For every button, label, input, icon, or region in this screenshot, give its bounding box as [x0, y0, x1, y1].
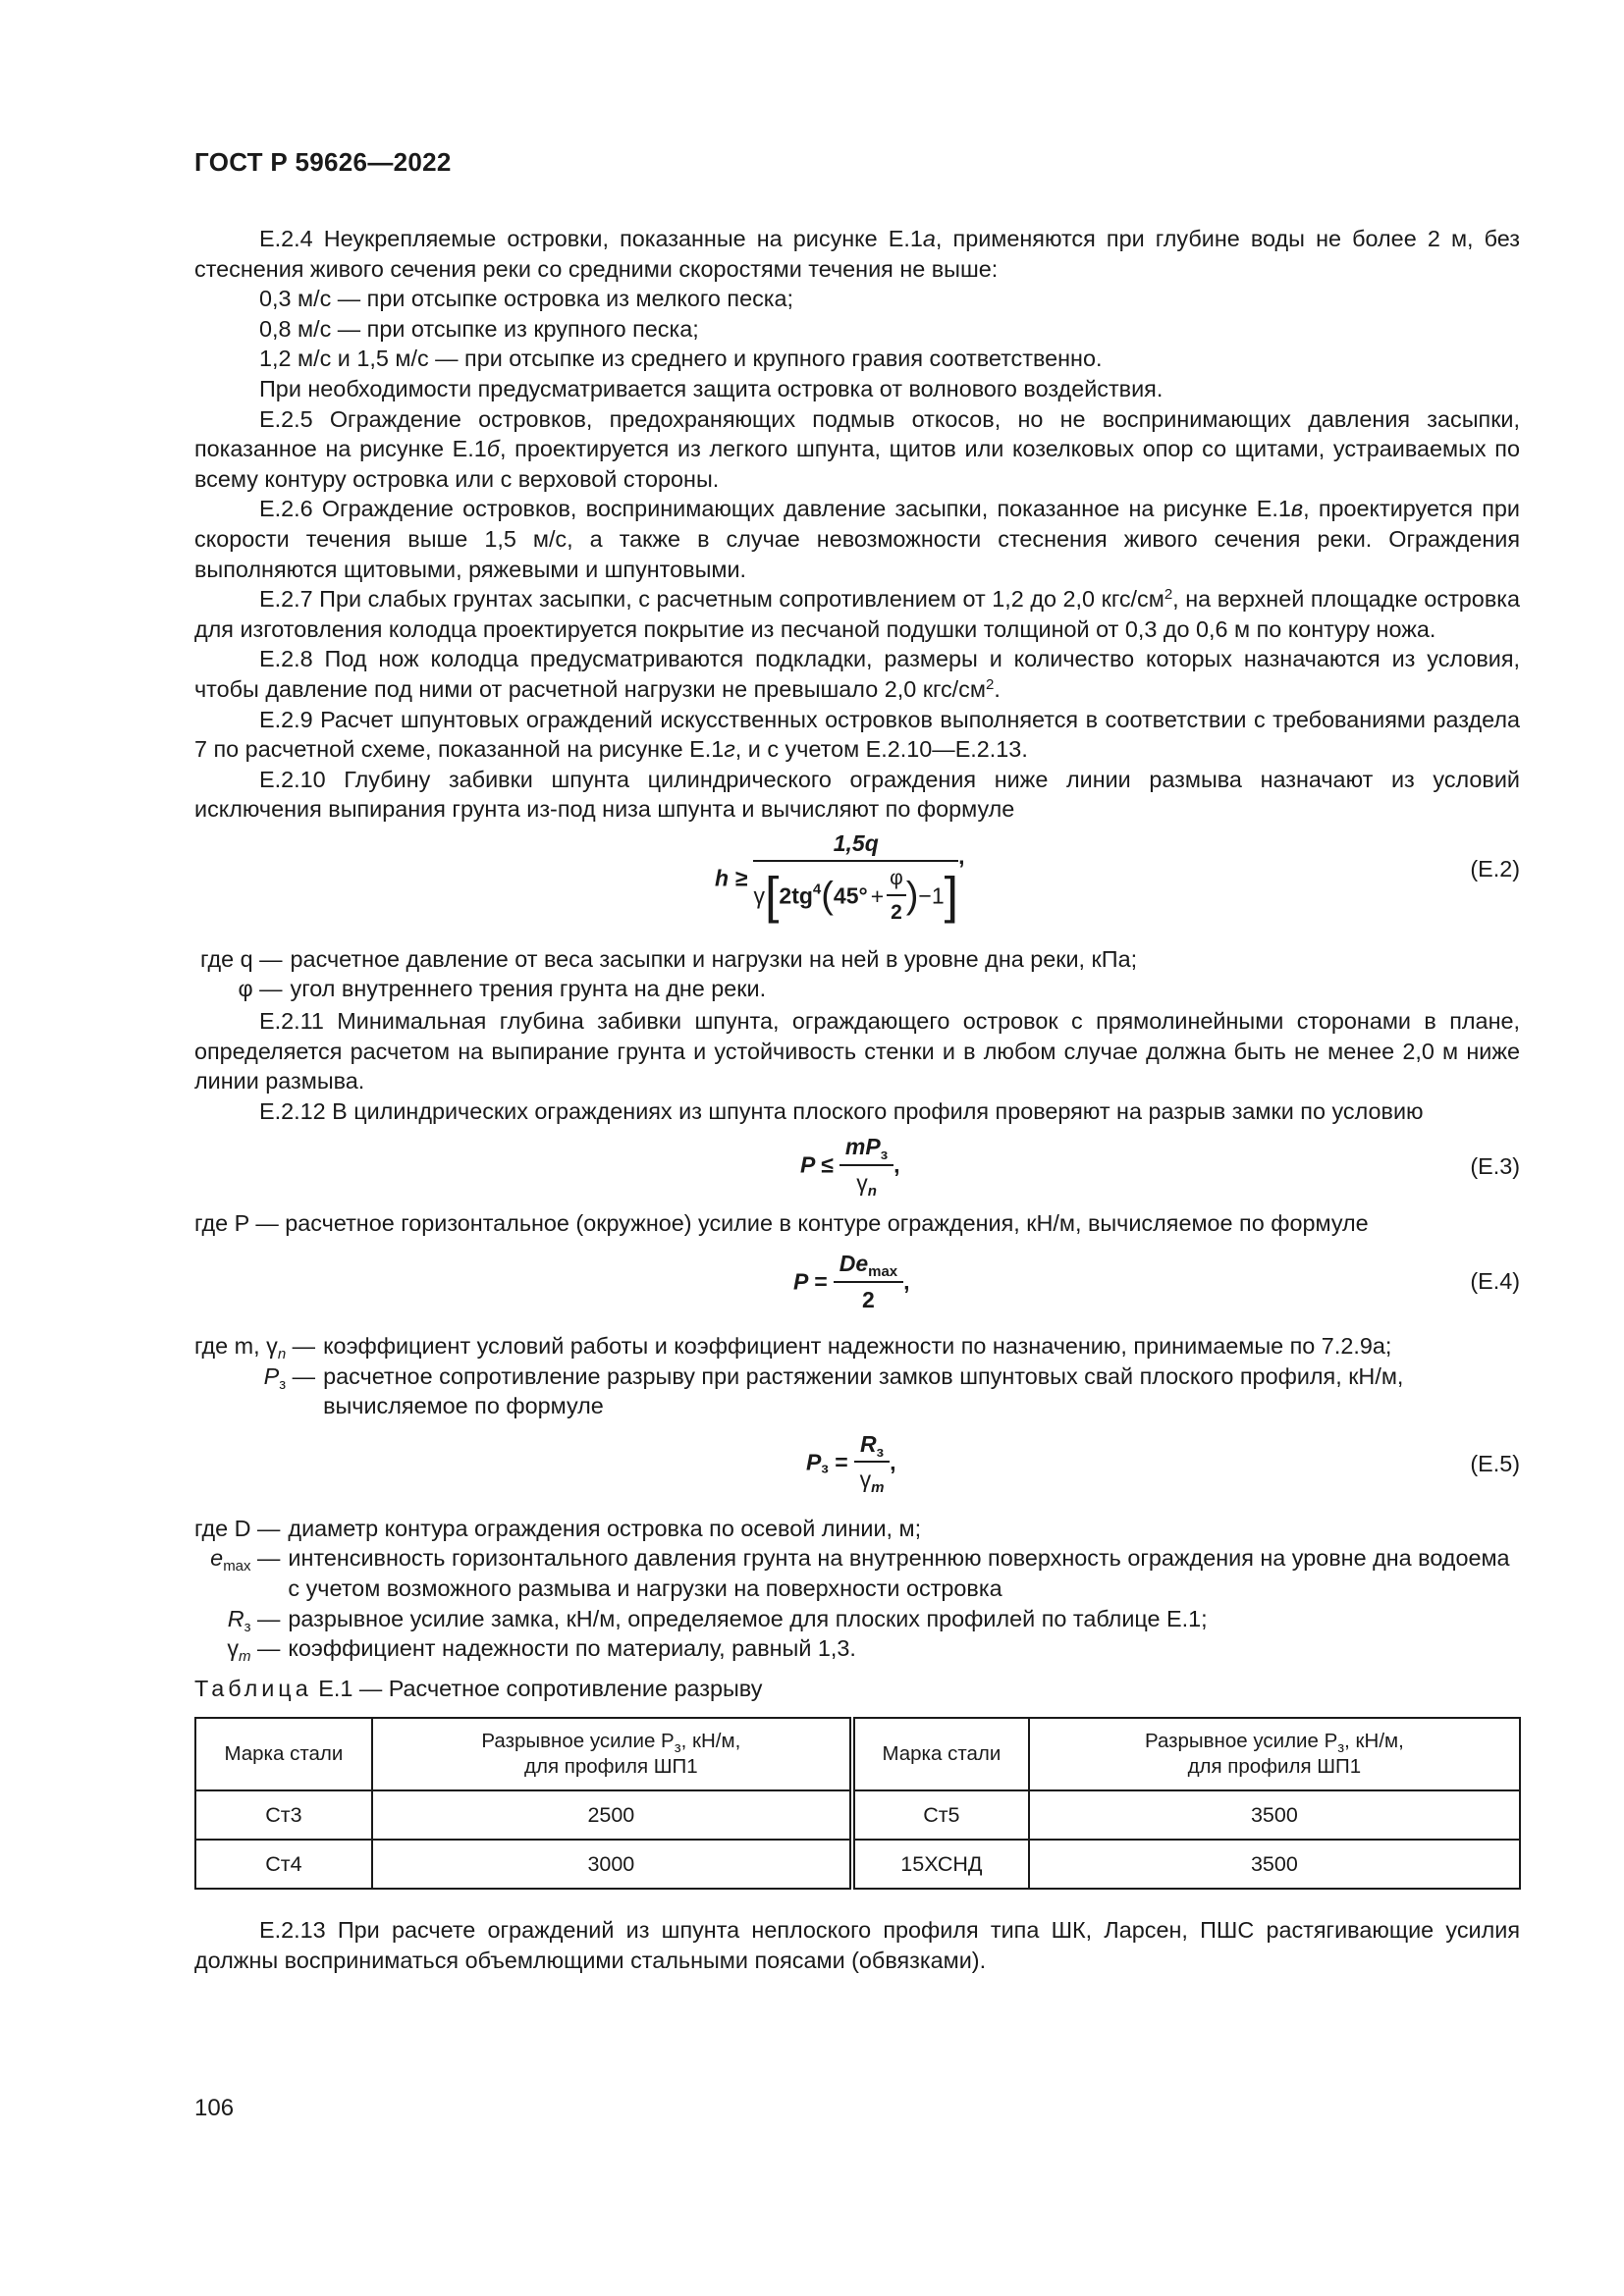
- definition-text: интенсивность горизонтального давления грунта на внутреннюю поверхность ограждения на уровне дна водоема с учетом возможного размыва и нагрузки на поверхности островка: [288, 1545, 1510, 1601]
- header-text: для профиля ШП1: [524, 1755, 698, 1779]
- figure-letter: г: [724, 736, 735, 763]
- header-cell: Марка стали: [195, 1718, 372, 1790]
- text: Е.2.6 Ограждение островков, воспринимающих давление засыпки, показанное на рисунке Е.1: [259, 496, 1291, 522]
- numerator: [839, 1132, 893, 1166]
- formula-number: (Е.3): [1470, 1153, 1520, 1180]
- formula-e-4: [194, 1243, 1520, 1325]
- symbol-text: R: [227, 1605, 244, 1631]
- speed-item: 0,8 м/с — при отсыпке из крупного песка;: [259, 315, 699, 342]
- symbol-sub: n: [277, 1346, 287, 1363]
- definition-symbol: [194, 1604, 280, 1634]
- header-text: Разрывное усилие P: [481, 1730, 675, 1753]
- right-bracket: ]: [944, 868, 959, 926]
- symbol-sub: max: [223, 1558, 251, 1575]
- numerator: [854, 1429, 890, 1464]
- symbol-sub: m: [239, 1648, 251, 1666]
- paragraph-e-2-8: [194, 644, 1520, 704]
- formula-e-2-expression: [715, 828, 964, 929]
- lhs-text: P =: [793, 1268, 828, 1295]
- table-caption: [194, 1674, 1520, 1704]
- numerator-text: R: [860, 1430, 877, 1457]
- document-body: [194, 224, 1520, 1976]
- formula-lhs: [715, 865, 747, 890]
- table-cell: 3500: [1029, 1790, 1520, 1840]
- dash: —: [286, 1333, 316, 1360]
- header-text: для профиля ШП1: [1187, 1755, 1362, 1779]
- text: , проектируется из легкого шпунта, щитов или козелковых опор со щитами, устраиваемых по всему контуру островка или с верховой стороны.: [194, 436, 1520, 492]
- symbol-text: где D: [194, 1515, 251, 1541]
- formula-e-4-expression: [793, 1249, 910, 1314]
- fraction: [834, 1249, 903, 1314]
- table-cell: Ст3: [195, 1790, 372, 1840]
- denominator-sub: m: [871, 1479, 885, 1497]
- fraction: [839, 1132, 893, 1201]
- numerator-text: 1,5q: [833, 829, 879, 856]
- symbol-text: P: [263, 1362, 280, 1389]
- text: , на верхней площадке островка для изготовления колодца проектируется покрытие из песчаной подушки толщиной от 0,3 до 0,6 м по контуру ножа.: [194, 586, 1521, 642]
- text: Е.2.5 Ограждение островков, предохраняющих подмыв откосов, но не воспринимающих давления засыпки, показанное на рисунке Е.1: [194, 405, 1520, 462]
- text: Е.2.7 При слабых грунтах засыпки, с расчетным сопротивлением от 1,2 до 2,0 кгс/см: [259, 586, 1164, 613]
- definition-text: расчетное сопротивление разрыву при растяжении замков шпунтовых свай плоского профиля, кН/м, вычисляемое по формуле: [323, 1362, 1404, 1419]
- header-cell: Марка стали: [852, 1718, 1029, 1790]
- paragraph-e-2-10: Е.2.10 Глубину забивки шпунта цилиндрического ограждения ниже линии размыва назначают из условий исключения выпирания грунта из-под низа шпунта и вычисляют по формуле: [194, 766, 1520, 823]
- fraction: [854, 1429, 890, 1495]
- symbol-text: где m, γ: [194, 1333, 278, 1360]
- text: Е.2.9 Расчет шпунтовых ограждений искусственных островков выполняется в соответствии с требованиями раздела 7 по расчетной схеме, показанной на рисунке Е.1: [194, 706, 1520, 763]
- formula-number: (Е.4): [1470, 1268, 1520, 1295]
- symbol-sub: з: [244, 1618, 251, 1635]
- comma: ,: [903, 1268, 910, 1295]
- text: Е.2.4 Неукрепляемые островки, показанные на рисунке Е.1: [259, 226, 923, 251]
- page-number: 106: [194, 2095, 235, 2121]
- speed-item: 0,3 м/с — при отсыпке островка из мелкого песка;: [259, 286, 794, 312]
- figure-letter: а: [922, 226, 936, 251]
- dash: —: [250, 1635, 281, 1662]
- lhs-text: P ≤: [800, 1151, 834, 1178]
- definitions-e-5: [194, 1514, 1520, 1664]
- table-cell: 3500: [1029, 1840, 1520, 1889]
- formula-e-5-expression: [806, 1429, 896, 1495]
- comma: ,: [958, 843, 965, 870]
- protection-note: При необходимости предусматривается защита островка от волнового воздействия.: [259, 375, 1164, 401]
- lhs-sub: з: [821, 1460, 829, 1477]
- header-text: Разрывное усилие P: [1144, 1730, 1338, 1753]
- dash: —: [286, 1362, 316, 1389]
- paragraph-e-2-11: Е.2.11 Минимальная глубина забивки шпунта, ограждающего островок с прямолинейными сторонами в плане, определяется расчетом на выпирание грунта и устойчивость стенки и в любом случае должна быть не менее 2,0 м ниже линии размыва.: [194, 1008, 1520, 1095]
- angle-text: 45°: [833, 882, 868, 909]
- comma: ,: [890, 1449, 896, 1475]
- definition-symbol: [194, 1633, 280, 1664]
- superscript: 2: [985, 675, 995, 693]
- definition-p: где P — расчетное горизонтальное (окружное) усилие в контуре ограждения, кН/м, вычисляемое по формуле: [194, 1210, 1369, 1237]
- definitions-e-2: [200, 944, 1520, 1004]
- table-cell: 2500: [372, 1790, 852, 1840]
- table-cell: Ст5: [852, 1790, 1029, 1840]
- numerator-sub: з: [876, 1443, 885, 1461]
- left-bracket: [: [764, 868, 780, 926]
- denominator-sub: n: [867, 1183, 877, 1201]
- definition-symbol: [194, 1543, 280, 1603]
- figure-letter: в: [1290, 496, 1304, 522]
- paragraph-e-2-12: Е.2.12 В цилиндрических ограждениях из шпунта плоского профиля проверяют на разрыв замки по условию: [259, 1097, 1424, 1124]
- header-sub: з: [674, 1739, 681, 1757]
- definition-symbol: где q —: [200, 945, 283, 972]
- formula-e-2: [194, 828, 1520, 938]
- denominator-text: γ: [856, 1170, 868, 1197]
- definition-text: коэффициент условий работы и коэффициент надежности по назначению, принимаемые по 7.2.9а;: [323, 1333, 1392, 1360]
- definition-symbol: [194, 1362, 315, 1421]
- power: 4: [812, 881, 822, 899]
- text: , и с учетом Е.2.10—Е.2.13.: [734, 736, 1028, 763]
- text: , применяются при глубине воды не более 2 м, без стеснения живого сечения реки со средними скоростями течения не выше:: [194, 226, 1520, 282]
- inner-numerator: φ: [887, 864, 906, 896]
- right-paren: ): [905, 876, 919, 918]
- plus-sign: +: [870, 882, 885, 909]
- definitions-e-4: [194, 1331, 1520, 1421]
- lhs-text: h ≥: [715, 865, 748, 891]
- symbol-text: γ: [227, 1635, 240, 1662]
- denominator: 2: [862, 1286, 875, 1312]
- symbol-text: e: [210, 1545, 224, 1572]
- text: , проектируется при скорости течения выше 1,5 м/с, а также в случае невозможности стеснения живого сечения реки. Ограждения выполняются щитовыми, ряжевыми и шпунтовыми.: [194, 496, 1520, 582]
- fraction: [753, 828, 958, 929]
- table-cell: 3000: [372, 1840, 852, 1889]
- table-e-1: [194, 1717, 1521, 1890]
- left-paren: (: [821, 876, 834, 918]
- definition-text: коэффициент надежности по материалу, равный 1,3.: [288, 1635, 856, 1662]
- definition-text: угол внутреннего трения грунта на дне реки.: [290, 976, 767, 1002]
- header-text: , кН/м,: [1344, 1730, 1404, 1753]
- paragraph-e-2-13: Е.2.13 При расчете ограждений из шпунта неплоского профиля типа ШК, Ларсен, ПШС растягивающие усилия должны восприниматься объемлющими стальными поясами (обвязками).: [194, 1917, 1520, 1973]
- table-cell: Ст4: [195, 1840, 372, 1889]
- definition-text: диаметр контура ограждения островка по осевой линии, м;: [288, 1515, 922, 1541]
- definition-symbol: [194, 1331, 315, 1362]
- comma: ,: [893, 1151, 900, 1178]
- tg-text: 2tg: [779, 882, 813, 909]
- equals: =: [828, 1449, 848, 1475]
- numerator-text: mP: [844, 1134, 881, 1160]
- definition-symbol: φ —: [238, 976, 283, 1002]
- paragraph-e-2-6: [194, 494, 1520, 584]
- formula-e-3: [194, 1130, 1520, 1206]
- figure-letter: б: [486, 436, 500, 462]
- definition-symbol: [194, 1514, 280, 1544]
- symbol-sub: з: [279, 1375, 287, 1393]
- lhs-text: P: [806, 1449, 822, 1475]
- denominator: [753, 862, 958, 928]
- table-row: [195, 1790, 1520, 1840]
- denominator: [839, 1166, 893, 1199]
- minus-one: −1: [918, 882, 945, 909]
- speed-item: 1,2 м/с и 1,5 м/с — при отсыпке из среднего и крупного гравия соответственно.: [259, 346, 1103, 372]
- numerator: [834, 1249, 903, 1283]
- caption-word: Таблица: [194, 1675, 312, 1701]
- header-cell: [1029, 1718, 1520, 1790]
- gamma-symbol: γ: [753, 882, 765, 909]
- table-header-row: [195, 1718, 1520, 1790]
- numerator: [753, 828, 958, 863]
- formula-e-5: [194, 1425, 1520, 1510]
- caption-text: Е.1 — Расчетное сопротивление разрыву: [311, 1675, 763, 1701]
- denominator-text: γ: [859, 1467, 872, 1493]
- dash: —: [250, 1515, 281, 1541]
- paragraph-e-2-7: [194, 584, 1520, 644]
- table-cell: 15ХСНД: [852, 1840, 1029, 1889]
- table-row: [195, 1840, 1520, 1889]
- paragraph-e-2-4: [194, 224, 1520, 284]
- formula-number: (Е.2): [1470, 855, 1520, 881]
- formula-number: (Е.5): [1470, 1450, 1520, 1476]
- superscript: 2: [1164, 586, 1173, 604]
- inner-denominator: 2: [891, 901, 902, 925]
- numerator-sub: з: [880, 1147, 889, 1164]
- denominator: [854, 1463, 890, 1495]
- document-header: ГОСТ Р 59626—2022: [194, 147, 452, 177]
- header-cell: [372, 1718, 852, 1790]
- text: .: [994, 675, 1001, 702]
- definition-text: разрывное усилие замка, кН/м, определяемое для плоских профилей по таблице Е.1;: [288, 1605, 1208, 1631]
- paragraph-e-2-9: [194, 705, 1520, 765]
- numerator-sub: max: [868, 1263, 898, 1281]
- dash: —: [250, 1545, 281, 1572]
- header-sub: з: [1337, 1739, 1345, 1757]
- dash: —: [250, 1605, 281, 1631]
- paragraph-e-2-5: [194, 404, 1520, 495]
- inner-fraction: [887, 864, 906, 928]
- formula-e-3-expression: [800, 1132, 900, 1201]
- definition-text: расчетное давление от веса засыпки и нагрузки на ней в уровне дна реки, кПа;: [290, 945, 1138, 972]
- numerator-text: De: [839, 1251, 869, 1277]
- text: Е.2.8 Под нож колодца предусматриваются подкладки, размеры и количество которых назначаются из условия, чтобы давление под ними от расчетной нагрузки не превышало 2,0 кгс/см: [194, 646, 1520, 702]
- header-text: , кН/м,: [680, 1730, 741, 1753]
